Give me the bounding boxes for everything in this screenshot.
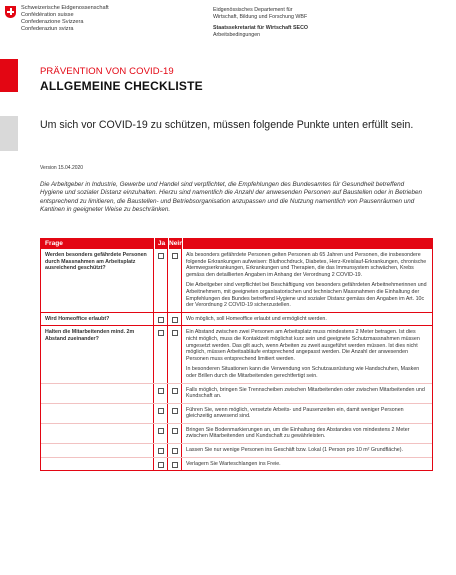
question-cell: Halten die Mitarbeitenden mind. 2m Abstand zueinander? bbox=[41, 326, 154, 382]
supertitle: PRÄVENTION VON COVID-19 bbox=[40, 66, 174, 77]
sub-item-text: Lassen Sie nur wenige Personen ins Geschäft bzw. Lokal (1 Person pro 10 m² Grundfläche). bbox=[186, 447, 403, 454]
checkbox-box[interactable] bbox=[158, 253, 164, 259]
answer-text bbox=[182, 326, 432, 382]
yes-checkbox[interactable] bbox=[154, 424, 168, 443]
table-header bbox=[41, 238, 432, 249]
swiss-cross-logo bbox=[5, 6, 16, 18]
answer-text bbox=[182, 249, 432, 312]
dept-line: Wirtschaft, Bildung und Forschung WBF bbox=[213, 13, 308, 20]
no-checkbox[interactable] bbox=[168, 249, 182, 312]
no-checkbox[interactable] bbox=[168, 384, 182, 403]
question-cell: Werden besonders gefährdete Personen durch Massnahmen am Arbeitsplatz ausreichend geschützt? bbox=[41, 249, 154, 312]
yes-checkbox[interactable] bbox=[154, 313, 168, 326]
checkbox-box[interactable] bbox=[158, 462, 164, 468]
header-no: Nein bbox=[169, 240, 184, 247]
header-yes: Ja bbox=[154, 238, 168, 249]
sub-item-text: Führen Sie, wenn möglich, versetzte Arbeits- und Pausenzeiten ein, damit weniger Personen gleichzeitig anwesend sind. bbox=[186, 406, 404, 420]
answer-paragraph: Als besonders gefährdete Personen gelten Personen ab 65 Jahren und Personen, die insbesondere folgende Erkrankungen aufweisen: Bluthochdruck, Diabetes, Herz-Kreislauf-Erkrankungen, chronische Atemwegserkrankungen, Erkrankungen und Therapien, die das Immunsystem schwächen, Krebs gemäss den detaillierten Angaben im Anhang der Verordnung 2 COVID-19. bbox=[186, 252, 427, 278]
dept-line: Eidgenössisches Departement für bbox=[213, 7, 293, 13]
letterhead bbox=[0, 0, 456, 48]
checkbox-box[interactable] bbox=[172, 330, 178, 336]
sub-item-text: Falls möglich, bringen Sie Trennscheiben zwischen Mitarbeitenden oder zwischen Mitarbeitenden und Kundschaft an. bbox=[186, 386, 425, 400]
header-notes bbox=[182, 238, 432, 249]
version-label: Version 15.04.2020 bbox=[40, 165, 84, 171]
answer-paragraph: In besonderen Situationen kann die Verwendung von Schutzausrüstung wie Handschuhen, Masken oder Brillen durch die Mitarbeitenden gerechtfertigt sein. bbox=[186, 366, 420, 379]
answer-paragraph: Die Arbeitgeber sind verpflichtet bei Beschäftigung von besonders gefährdeten Arbeitnehmerinnen und Arbeitnehmern, mit geeigneten organisatorischen und technischen Massnahmen die Einhaltung der Empfehlungen des Bundes betreffend Hygiene und sozialer Distanz gemäss den Angaben im Art. 10c der Verordnung 2 COVID-19 sicherzustellen. bbox=[186, 282, 427, 309]
department-block bbox=[213, 7, 308, 38]
sub-item bbox=[41, 423, 432, 443]
checkbox-box[interactable] bbox=[158, 448, 164, 454]
answer-paragraph: Ein Abstand zwischen zwei Personen am Arbeitsplatz muss mindestens 2 Meter betragen. Ist dies nicht möglich, muss die Kontaktzeit möglichst kurz sein und geeignete Schutzmassnahmen müssen umgesetzt werden. Das gilt auch, wenn Arbeiten zu zweit ausgeführt werden müssen. Ist dies nicht möglich, müssen Arbeitsabläufe entsprechend angepasst werden. Die Anzahl der anwesenden Personen muss entsprechend limitiert werden. bbox=[186, 329, 420, 362]
sub-item-spacer bbox=[41, 404, 154, 423]
checkbox-box[interactable] bbox=[172, 388, 178, 394]
grey-accent-bar bbox=[0, 116, 18, 151]
federation-names bbox=[21, 5, 109, 33]
dept-subline: Arbeitsbedingungen bbox=[213, 31, 261, 38]
checkbox-box[interactable] bbox=[172, 408, 178, 414]
checkbox-box[interactable] bbox=[172, 462, 178, 468]
checkbox-box[interactable] bbox=[172, 448, 178, 454]
checkbox-box[interactable] bbox=[172, 428, 178, 434]
no-checkbox[interactable] bbox=[168, 444, 182, 457]
seco-line: Staatssekretariat für Wirtschaft SECO bbox=[213, 25, 309, 32]
lead-text: Um sich vor COVID-19 zu schützen, müssen folgende Punkte unten erfüllt sein. bbox=[40, 119, 414, 131]
intro-paragraph: Die Arbeitgeber in Industrie, Gewerbe und Handel sind verpflichtet, die Empfehlungen des Bundesamtes für Gesundheit betreffend Hygiene und sozialer Distanz einzuhalten. Hierzu sind namentlich die Anzahl der anwesenden Personen auf Baustellen oder in Betrieben entsprechend zu limitieren, die Baustellen- und Betriebsorganisation anzupassen und die Nutzung namentlich von Pausenräumen und Kantinen in geeigneter Weise zu beschränken. bbox=[40, 181, 423, 214]
checkbox-box[interactable] bbox=[158, 388, 164, 394]
checkbox-box[interactable] bbox=[158, 408, 164, 414]
answer-paragraph: Wo möglich, soll Homeoffice erlaubt und ermöglicht werden. bbox=[186, 315, 327, 322]
row-main bbox=[41, 326, 432, 382]
table-row bbox=[41, 325, 432, 470]
checkbox-box[interactable] bbox=[158, 428, 164, 434]
answer-cell bbox=[182, 249, 432, 312]
sub-item bbox=[41, 383, 432, 403]
yes-checkbox[interactable] bbox=[154, 458, 168, 471]
sub-item-spacer bbox=[41, 444, 154, 457]
table-row bbox=[41, 312, 432, 326]
yes-checkbox[interactable] bbox=[154, 249, 168, 312]
question-cell: Wird Homeoffice erlaubt? bbox=[41, 313, 154, 326]
red-accent-bar bbox=[0, 59, 18, 92]
checkbox-box[interactable] bbox=[172, 253, 178, 259]
no-checkbox[interactable] bbox=[168, 404, 182, 423]
sub-item bbox=[41, 443, 432, 457]
answer-cell bbox=[182, 313, 432, 326]
checkbox-box[interactable] bbox=[158, 317, 164, 323]
yes-checkbox[interactable] bbox=[154, 326, 168, 382]
sub-item-spacer bbox=[41, 424, 154, 443]
yes-checkbox[interactable] bbox=[154, 404, 168, 423]
org-line: Schweizerische Eidgenossenschaft bbox=[21, 5, 109, 11]
sub-item-text: Verlagern Sie Warteschlangen ins Freie. bbox=[186, 460, 281, 467]
sub-item-text: Bringen Sie Bodenmarkierungen an, um die Einhaltung des Abstandes von mindestens 2 Meter zwischen Mitarbeitenden und Kundschaft zu gewährleisten. bbox=[186, 426, 410, 440]
no-checkbox[interactable] bbox=[168, 458, 182, 471]
checkbox-box[interactable] bbox=[172, 317, 178, 323]
yes-checkbox[interactable] bbox=[154, 384, 168, 403]
answer-text bbox=[182, 313, 432, 326]
page-title: ALLGEMEINE CHECKLISTE bbox=[40, 79, 203, 93]
sub-item bbox=[41, 457, 432, 471]
checklist-table bbox=[40, 238, 433, 471]
sub-item bbox=[41, 403, 432, 423]
header-question: Frage bbox=[45, 240, 63, 247]
org-line: Confederazione Svizzera bbox=[21, 19, 84, 25]
table-row bbox=[41, 249, 432, 312]
sub-item-spacer bbox=[41, 458, 154, 471]
answer-cell bbox=[182, 326, 432, 382]
checkbox-box[interactable] bbox=[158, 330, 164, 336]
yes-checkbox[interactable] bbox=[154, 444, 168, 457]
org-line: Confédération suisse bbox=[21, 12, 74, 18]
no-checkbox[interactable] bbox=[168, 424, 182, 443]
sub-item-spacer bbox=[41, 384, 154, 403]
org-line: Confederaziun svizra bbox=[21, 26, 74, 32]
no-checkbox[interactable] bbox=[168, 326, 182, 382]
no-checkbox[interactable] bbox=[168, 313, 182, 326]
